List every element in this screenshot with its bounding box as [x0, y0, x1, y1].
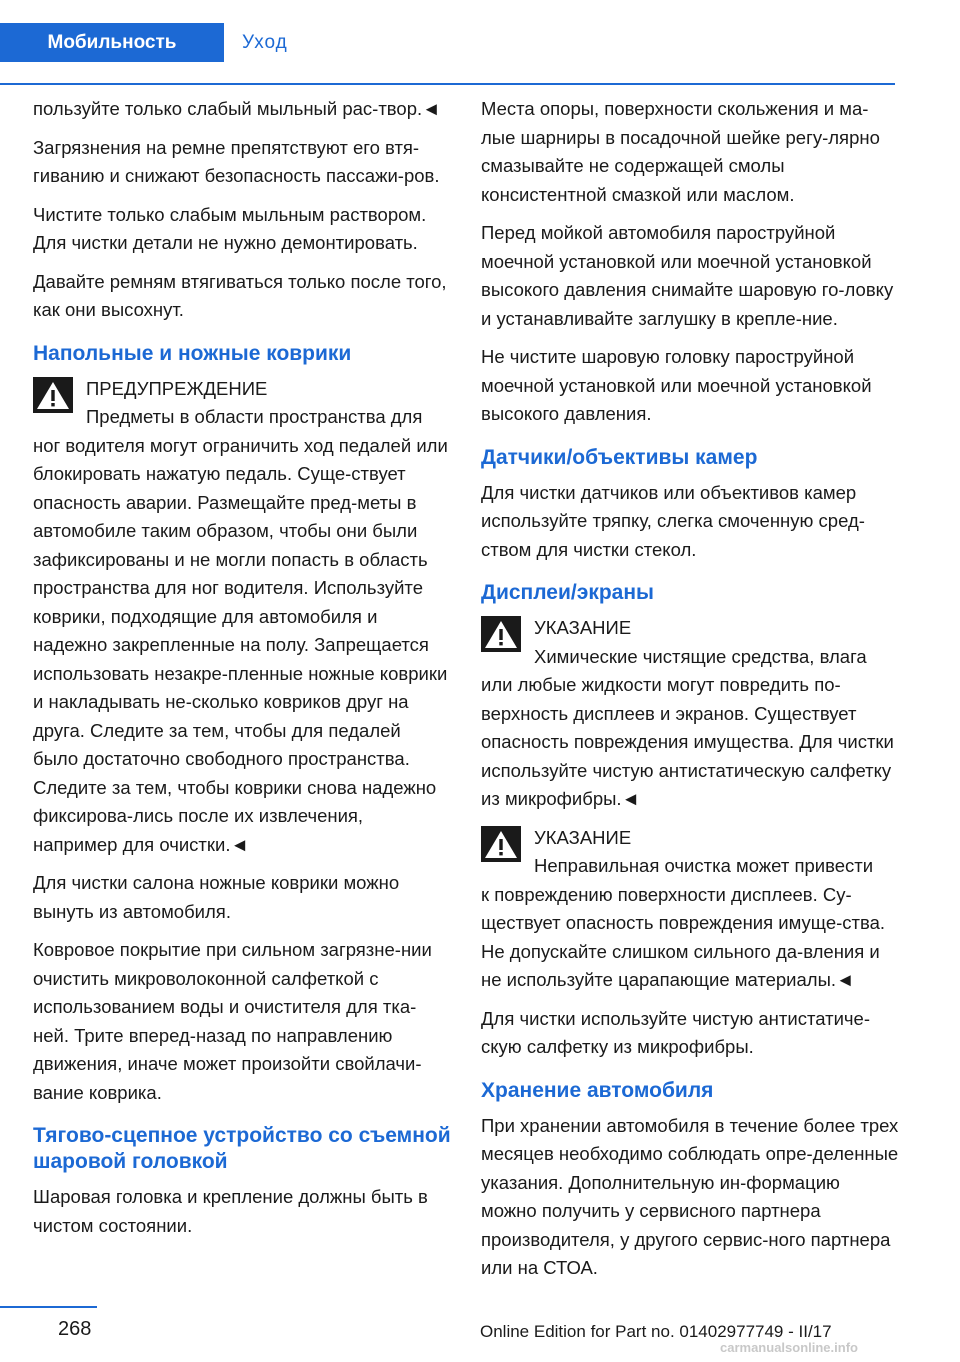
right-paragraph-6: При хранении автомобиля в течение более трех месяцев необходимо соблюдать опре-деленные указания. Дополнительную ин-формацию можно получить у сервисного партнера производителя, у другого сервис-ного партнера или на СТОА. [481, 1114, 899, 1278]
notice-body: или любые жидкости могут повредить по-верхность дисплеев и экранов. Существует опасность повреждения имущества. Для чистки используйте чистую антистатическую салфетку из микрофибры.◄ [481, 674, 894, 809]
right-paragraph-5: Для чистки используйте чистую антистатиче-скую салфетку из микрофибры. [481, 1007, 870, 1057]
notice-displays-chemicals [481, 614, 899, 814]
warning-triangle-icon [481, 616, 521, 652]
left-column [33, 95, 451, 1250]
left-paragraph-5: Для чистки салона ножные коврики можно вынуть из автомобиля. [33, 872, 400, 922]
page-number: 268 [58, 1318, 92, 1340]
right-paragraph-2: Перед мойкой автомобиля пароструйной моечной установкой или моечной установкой высокого давления снимайте шаровую го-ловку и устанавливайте заглушку в крепле-ние. [481, 222, 894, 329]
tab-mobility[interactable]: Мобильность [0, 23, 224, 62]
notice-first-line: Неправильная очистка может привести [534, 855, 874, 876]
notice-title: УКАЗАНИЕ [534, 826, 632, 848]
left-paragraph-7: Шаровая головка и крепление должны быть в чистом состоянии. [33, 1186, 428, 1236]
left-paragraph-3: Чистите только слабым мыльным раствором. Для чистки детали не нужно демонтировать. [33, 203, 427, 253]
heading-vehicle-storage: Хранение автомобиля [481, 1078, 714, 1102]
heading-tow-hitch: Тягово-сцепное устройство со съемной шаровой головкой [33, 1124, 451, 1173]
heading-displays: Дисплеи/экраны [481, 581, 654, 604]
heading-floor-mats: Напольные и ножные коврики [33, 341, 352, 365]
warning-first-line: Предметы в области пространства для [86, 406, 423, 427]
warning-triangle-icon [33, 377, 73, 413]
right-paragraph-4: Для чистки датчиков или объективов камер используйте тряпку, слегка смоченную сред-ством для чистки стекол. [481, 481, 865, 560]
header-tabs [0, 23, 895, 62]
left-paragraph-6: Ковровое покрытие при сильном загрязне-нии очистить микроволоконной салфеткой с использованием воды и очистителя для тка-ней. Трите вперед-назад по направлению движения, иначе может произойти свойлачи-вание коврика. [33, 939, 432, 1103]
notice-body: к повреждению поверхности дисплеев. Су-ществует опасность повреждения имуще-ства. Не допускайте слишком сильного да-вления и не используйте царапающие материалы.◄ [481, 883, 886, 990]
watermark: carmanualsonline.info [720, 1340, 858, 1355]
left-paragraph-1: пользуйте только слабый мыльный рас-твор.◄ [33, 98, 441, 119]
warning-triangle-icon [481, 826, 521, 862]
warning-floor-mats [33, 375, 451, 860]
notice-first-line: Химические чистящие средства, влага [534, 645, 867, 667]
header-rule [0, 83, 895, 85]
notice-displays-cleaning [481, 824, 899, 995]
right-paragraph-1: Места опоры, поверхности скольжения и ма-лые шарниры в посадочной шейке регу-лярно смазывайте не содержащей смолы консистентной смазкой или маслом. [481, 98, 880, 205]
left-paragraph-4: Давайте ремням втягиваться только после того, как они высохнут. [33, 270, 447, 320]
tab-care[interactable]: Уход [242, 32, 288, 53]
heading-sensors-cameras: Датчики/объективы камер [481, 445, 758, 469]
warning-title: ПРЕДУПРЕЖДЕНИЕ [86, 377, 268, 399]
warning-body: ног водителя могут ограничить ход педалей или блокировать нажатую педаль. Суще-ствует опасность аварии. Размещайте пред-меты в автомобиле таким образом, чтобы они были зафиксированы и не могли попасть в область пространства для ног водителя. Используйте коврики, подходящие для автомобиля и надежно закрепленные на полу. Запрещается использовать незакре-пленные ножные коврики и накладывать не-сколько ковриков друг на друга. Следите за тем, чтобы для педалей было достаточно свободного пространства. Следите за тем, чтобы коврики снова надежно фиксирова-лись после их извлечения, например для очистки.◄ [33, 434, 448, 855]
left-paragraph-2: Загрязнения на ремне препятствуют его втя-гиванию и снижают безопасность пассажи-ров. [33, 136, 440, 186]
edition-note: Online Edition for Part no. 01402977749 - II/17 [480, 1322, 832, 1341]
right-paragraph-3: Не чистите шаровую головку пароструйной моечной установкой или моечной установкой высокого давления. [481, 346, 872, 424]
notice-title: УКАЗАНИЕ [534, 617, 632, 638]
right-column [481, 95, 899, 1293]
footer-rule [0, 1306, 97, 1308]
